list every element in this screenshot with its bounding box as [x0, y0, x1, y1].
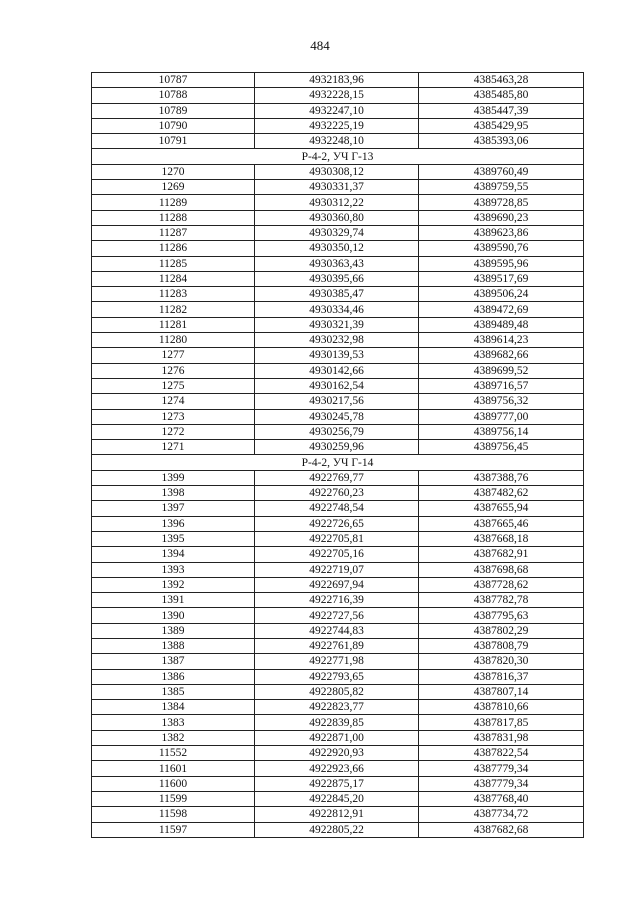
y-coordinate-cell: 4385429,95 [419, 118, 584, 133]
y-coordinate-cell: 4387817,85 [419, 715, 584, 730]
x-coordinate-cell: 4922771,98 [255, 654, 419, 669]
point-number-cell: 11280 [92, 333, 255, 348]
y-coordinate-cell: 4385393,06 [419, 134, 584, 149]
coordinates-table [91, 72, 584, 838]
point-number-cell: 11601 [92, 761, 255, 776]
table-row [92, 516, 584, 531]
y-coordinate-cell: 4387668,18 [419, 531, 584, 546]
y-coordinate-cell: 4387782,78 [419, 593, 584, 608]
section-title: Р-4-2, УЧ Г-14 [92, 455, 584, 470]
table-row [92, 440, 584, 455]
table-row [92, 822, 584, 837]
table-row [92, 700, 584, 715]
x-coordinate-cell: 4930331,37 [255, 180, 419, 195]
table-row [92, 470, 584, 485]
x-coordinate-cell: 4922744,83 [255, 623, 419, 638]
table-row [92, 118, 584, 133]
table-row [92, 103, 584, 118]
point-number-cell: 1398 [92, 486, 255, 501]
x-coordinate-cell: 4932247,10 [255, 103, 419, 118]
table-row [92, 134, 584, 149]
table-row [92, 363, 584, 378]
point-number-cell: 1389 [92, 623, 255, 638]
point-number-cell: 1270 [92, 164, 255, 179]
table-row [92, 333, 584, 348]
table-row [92, 791, 584, 806]
x-coordinate-cell: 4930308,12 [255, 164, 419, 179]
x-coordinate-cell: 4932225,19 [255, 118, 419, 133]
point-number-cell: 1383 [92, 715, 255, 730]
table-row [92, 164, 584, 179]
point-number-cell: 11597 [92, 822, 255, 837]
y-coordinate-cell: 4387768,40 [419, 791, 584, 806]
table-row [92, 394, 584, 409]
y-coordinate-cell: 4389728,85 [419, 195, 584, 210]
x-coordinate-cell: 4922871,00 [255, 730, 419, 745]
point-number-cell: 11288 [92, 210, 255, 225]
x-coordinate-cell: 4930217,56 [255, 394, 419, 409]
y-coordinate-cell: 4389756,32 [419, 394, 584, 409]
table-row [92, 225, 584, 240]
table-row [92, 669, 584, 684]
y-coordinate-cell: 4389690,23 [419, 210, 584, 225]
table-row [92, 424, 584, 439]
point-number-cell: 10791 [92, 134, 255, 149]
x-coordinate-cell: 4930245,78 [255, 409, 419, 424]
x-coordinate-cell: 4922812,91 [255, 807, 419, 822]
table-row [92, 562, 584, 577]
y-coordinate-cell: 4387682,68 [419, 822, 584, 837]
y-coordinate-cell: 4389623,86 [419, 225, 584, 240]
point-number-cell: 1385 [92, 684, 255, 699]
x-coordinate-cell: 4922839,85 [255, 715, 419, 730]
x-coordinate-cell: 4930321,39 [255, 317, 419, 332]
point-number-cell: 11552 [92, 746, 255, 761]
point-number-cell: 1390 [92, 608, 255, 623]
x-coordinate-cell: 4930360,80 [255, 210, 419, 225]
table-row [92, 271, 584, 286]
table-row [92, 256, 584, 271]
point-number-cell: 1276 [92, 363, 255, 378]
x-coordinate-cell: 4930329,74 [255, 225, 419, 240]
point-number-cell: 1393 [92, 562, 255, 577]
point-number-cell: 11599 [92, 791, 255, 806]
point-number-cell: 1394 [92, 547, 255, 562]
x-coordinate-cell: 4922761,89 [255, 638, 419, 653]
point-number-cell: 1397 [92, 501, 255, 516]
point-number-cell: 1274 [92, 394, 255, 409]
x-coordinate-cell: 4922793,65 [255, 669, 419, 684]
table-row [92, 287, 584, 302]
y-coordinate-cell: 4387795,63 [419, 608, 584, 623]
point-number-cell: 10789 [92, 103, 255, 118]
y-coordinate-cell: 4389777,00 [419, 409, 584, 424]
x-coordinate-cell: 4922923,66 [255, 761, 419, 776]
y-coordinate-cell: 4387808,79 [419, 638, 584, 653]
x-coordinate-cell: 4922719,07 [255, 562, 419, 577]
section-header-row [92, 149, 584, 164]
x-coordinate-cell: 4922805,22 [255, 822, 419, 837]
x-coordinate-cell: 4932248,10 [255, 134, 419, 149]
y-coordinate-cell: 4387816,37 [419, 669, 584, 684]
point-number-cell: 1384 [92, 700, 255, 715]
y-coordinate-cell: 4387388,76 [419, 470, 584, 485]
x-coordinate-cell: 4930395,66 [255, 271, 419, 286]
y-coordinate-cell: 4387698,68 [419, 562, 584, 577]
point-number-cell: 1273 [92, 409, 255, 424]
point-number-cell: 11281 [92, 317, 255, 332]
point-number-cell: 11283 [92, 287, 255, 302]
y-coordinate-cell: 4387734,72 [419, 807, 584, 822]
x-coordinate-cell: 4922726,65 [255, 516, 419, 531]
table-row [92, 180, 584, 195]
point-number-cell: 1271 [92, 440, 255, 455]
y-coordinate-cell: 4389716,57 [419, 378, 584, 393]
table-row [92, 776, 584, 791]
point-number-cell: 11282 [92, 302, 255, 317]
point-number-cell: 1382 [92, 730, 255, 745]
y-coordinate-cell: 4389517,69 [419, 271, 584, 286]
y-coordinate-cell: 4387682,91 [419, 547, 584, 562]
y-coordinate-cell: 4389472,69 [419, 302, 584, 317]
point-number-cell: 11289 [92, 195, 255, 210]
table-row [92, 409, 584, 424]
y-coordinate-cell: 4389699,52 [419, 363, 584, 378]
table-row [92, 195, 584, 210]
y-coordinate-cell: 4389760,49 [419, 164, 584, 179]
y-coordinate-cell: 4385463,28 [419, 73, 584, 88]
point-number-cell: 1275 [92, 378, 255, 393]
point-number-cell: 1391 [92, 593, 255, 608]
point-number-cell: 1272 [92, 424, 255, 439]
x-coordinate-cell: 4922716,39 [255, 593, 419, 608]
table-row [92, 654, 584, 669]
table-row [92, 684, 584, 699]
table-row [92, 715, 584, 730]
x-coordinate-cell: 4922697,94 [255, 577, 419, 592]
table-row [92, 547, 584, 562]
y-coordinate-cell: 4389590,76 [419, 241, 584, 256]
point-number-cell: 1269 [92, 180, 255, 195]
point-number-cell: 1386 [92, 669, 255, 684]
y-coordinate-cell: 4389506,24 [419, 287, 584, 302]
table-row [92, 302, 584, 317]
point-number-cell: 1399 [92, 470, 255, 485]
table-row [92, 501, 584, 516]
table-row [92, 623, 584, 638]
y-coordinate-cell: 4389595,96 [419, 256, 584, 271]
x-coordinate-cell: 4922845,20 [255, 791, 419, 806]
point-number-cell: 1392 [92, 577, 255, 592]
y-coordinate-cell: 4389756,14 [419, 424, 584, 439]
table-row [92, 638, 584, 653]
point-number-cell: 1387 [92, 654, 255, 669]
point-number-cell: 11600 [92, 776, 255, 791]
x-coordinate-cell: 4930256,79 [255, 424, 419, 439]
x-coordinate-cell: 4930142,66 [255, 363, 419, 378]
x-coordinate-cell: 4922760,23 [255, 486, 419, 501]
x-coordinate-cell: 4922875,17 [255, 776, 419, 791]
x-coordinate-cell: 4930139,53 [255, 348, 419, 363]
table-row [92, 210, 584, 225]
table-row [92, 531, 584, 546]
y-coordinate-cell: 4387779,34 [419, 776, 584, 791]
table-row [92, 746, 584, 761]
x-coordinate-cell: 4930385,47 [255, 287, 419, 302]
point-number-cell: 10788 [92, 88, 255, 103]
y-coordinate-cell: 4389756,45 [419, 440, 584, 455]
y-coordinate-cell: 4387482,62 [419, 486, 584, 501]
section-title: Р-4-2, УЧ Г-13 [92, 149, 584, 164]
x-coordinate-cell: 4922823,77 [255, 700, 419, 715]
point-number-cell: 11284 [92, 271, 255, 286]
y-coordinate-cell: 4387807,14 [419, 684, 584, 699]
point-number-cell: 1277 [92, 348, 255, 363]
y-coordinate-cell: 4387822,54 [419, 746, 584, 761]
point-number-cell: 1396 [92, 516, 255, 531]
x-coordinate-cell: 4930334,46 [255, 302, 419, 317]
y-coordinate-cell: 4387831,98 [419, 730, 584, 745]
table-row [92, 73, 584, 88]
point-number-cell: 11285 [92, 256, 255, 271]
table-row [92, 730, 584, 745]
y-coordinate-cell: 4389614,23 [419, 333, 584, 348]
x-coordinate-cell: 4932183,96 [255, 73, 419, 88]
x-coordinate-cell: 4922727,56 [255, 608, 419, 623]
x-coordinate-cell: 4930232,98 [255, 333, 419, 348]
y-coordinate-cell: 4385447,39 [419, 103, 584, 118]
x-coordinate-cell: 4922705,16 [255, 547, 419, 562]
table-row [92, 593, 584, 608]
table-row [92, 577, 584, 592]
page-number: 484 [310, 38, 330, 53]
x-coordinate-cell: 4930312,22 [255, 195, 419, 210]
point-number-cell: 1388 [92, 638, 255, 653]
y-coordinate-cell: 4385485,80 [419, 88, 584, 103]
y-coordinate-cell: 4387779,34 [419, 761, 584, 776]
table-row [92, 241, 584, 256]
x-coordinate-cell: 4932228,15 [255, 88, 419, 103]
x-coordinate-cell: 4922805,82 [255, 684, 419, 699]
table-row [92, 608, 584, 623]
y-coordinate-cell: 4387802,29 [419, 623, 584, 638]
x-coordinate-cell: 4922705,81 [255, 531, 419, 546]
x-coordinate-cell: 4922748,54 [255, 501, 419, 516]
table-row [92, 761, 584, 776]
y-coordinate-cell: 4387810,66 [419, 700, 584, 715]
table-row [92, 378, 584, 393]
y-coordinate-cell: 4387820,30 [419, 654, 584, 669]
x-coordinate-cell: 4930350,12 [255, 241, 419, 256]
x-coordinate-cell: 4930363,43 [255, 256, 419, 271]
y-coordinate-cell: 4387728,62 [419, 577, 584, 592]
x-coordinate-cell: 4922920,93 [255, 746, 419, 761]
y-coordinate-cell: 4389682,66 [419, 348, 584, 363]
table-row [92, 348, 584, 363]
point-number-cell: 11286 [92, 241, 255, 256]
point-number-cell: 11287 [92, 225, 255, 240]
table-row [92, 807, 584, 822]
y-coordinate-cell: 4389759,55 [419, 180, 584, 195]
point-number-cell: 10787 [92, 73, 255, 88]
point-number-cell: 11598 [92, 807, 255, 822]
x-coordinate-cell: 4922769,77 [255, 470, 419, 485]
table-row [92, 486, 584, 501]
y-coordinate-cell: 4387665,46 [419, 516, 584, 531]
point-number-cell: 1395 [92, 531, 255, 546]
coordinates-table-body [92, 73, 584, 838]
y-coordinate-cell: 4387655,94 [419, 501, 584, 516]
x-coordinate-cell: 4930162,54 [255, 378, 419, 393]
section-header-row [92, 455, 584, 470]
y-coordinate-cell: 4389489,48 [419, 317, 584, 332]
x-coordinate-cell: 4930259,96 [255, 440, 419, 455]
point-number-cell: 10790 [92, 118, 255, 133]
table-row [92, 317, 584, 332]
table-row [92, 88, 584, 103]
